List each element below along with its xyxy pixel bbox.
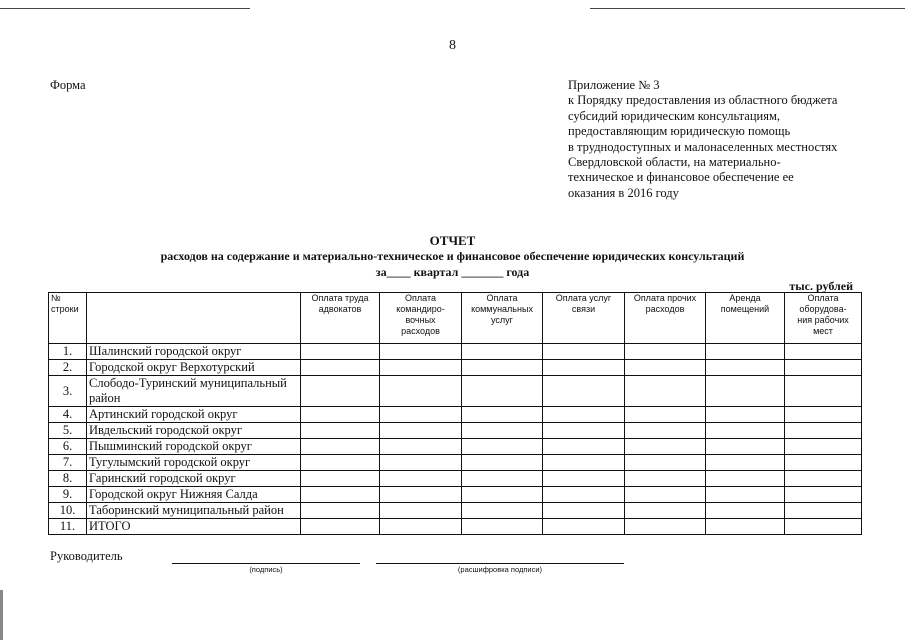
header-text: Аренда помещений [720,293,770,314]
value-cell [301,423,380,439]
value-cell [301,344,380,360]
header-premises-rent [706,293,785,344]
header-text: Оплата услуг связи [555,293,612,314]
row-name: Пышминский городской округ [87,439,301,455]
value-cell [380,439,462,455]
value-cell [625,439,706,455]
table-row [49,455,862,471]
value-cell [706,439,785,455]
value-cell [543,503,625,519]
signature-decoding-line [376,563,624,564]
value-cell [543,376,625,407]
scan-edge-line [0,590,3,640]
value-cell [380,360,462,376]
value-cell [625,376,706,407]
scan-edge-line [590,8,905,9]
value-cell [301,376,380,407]
units-label: тыс. рублей [789,279,853,293]
value-cell [380,487,462,503]
value-cell [301,360,380,376]
appendix-line: техническое и финансовое обеспечение ее [568,170,794,185]
value-cell [625,423,706,439]
header-workplace-equipment [785,293,862,344]
value-cell [380,471,462,487]
value-cell [625,487,706,503]
signer-role: Руководитель [50,549,123,563]
value-cell [543,407,625,423]
value-cell [706,519,785,535]
value-cell [380,407,462,423]
header-travel-expenses [380,293,462,344]
decoding-caption: (расшифровка подписи) [457,565,543,574]
row-number: 2. [49,360,87,376]
value-cell [301,503,380,519]
row-name: Тугулымский городской округ [87,455,301,471]
report-subtitle: расходов на содержание и материально-техническое и финансовое обеспечение юридических консультаций [160,249,745,263]
appendix-line: в труднодоступных и малонаселенных местностях [568,139,838,154]
report-period: за____ квартал _______ года [375,265,530,279]
row-name: Шалинский городской округ [87,344,301,360]
value-cell [301,519,380,535]
value-cell [462,376,543,407]
value-cell [543,519,625,535]
row-number: 4. [49,407,87,423]
value-cell [785,455,862,471]
value-cell [462,455,543,471]
value-cell [706,423,785,439]
table-row [49,519,862,535]
value-cell [785,344,862,360]
value-cell [706,360,785,376]
table-row [49,439,862,455]
value-cell [706,407,785,423]
row-name: ИТОГО [87,519,301,535]
value-cell [380,455,462,471]
appendix-line: Приложение № 3 [568,78,660,92]
value-cell [380,423,462,439]
value-cell [380,344,462,360]
value-cell [462,519,543,535]
row-number: 8. [49,471,87,487]
value-cell [625,455,706,471]
row-number: 7. [49,455,87,471]
table-row [49,423,862,439]
value-cell [380,503,462,519]
value-cell [543,439,625,455]
value-cell [785,439,862,455]
value-cell [543,455,625,471]
value-cell [301,407,380,423]
value-cell [543,471,625,487]
value-cell [462,487,543,503]
header-lawyer-pay [301,293,380,344]
value-cell [625,344,706,360]
value-cell [785,376,862,407]
value-cell [462,407,543,423]
value-cell [785,423,862,439]
value-cell [706,503,785,519]
table-header-row [49,293,862,344]
signature-caption: (подпись) [249,565,283,574]
value-cell [785,407,862,423]
value-cell [785,487,862,503]
row-number: 1. [49,344,87,360]
table-row [49,487,862,503]
signature-line [172,563,360,564]
row-name: Слободо-Туринский муниципальный район [87,376,301,407]
appendix-line: к Порядку предоставления из областного бюджета [568,93,838,108]
report-title: ОТЧЕТ [429,233,476,248]
value-cell [380,519,462,535]
header-text: Оплата оборудова- ния рабочих мест [797,293,849,336]
row-number: 5. [49,423,87,439]
value-cell [380,376,462,407]
header-name [87,293,301,344]
value-cell [706,344,785,360]
form-label: Форма [50,78,86,92]
value-cell [706,376,785,407]
appendix-line: субсидий юридическим консультациям, [568,108,780,123]
table-row [49,407,862,423]
value-cell [301,471,380,487]
row-name: Городской округ Нижняя Салда [87,487,301,503]
header-text: Оплата командиро- вочных расходов [396,293,445,336]
value-cell [543,360,625,376]
value-cell [462,439,543,455]
table-row [49,503,862,519]
value-cell [625,360,706,376]
header-text: № строки [51,293,79,314]
header-utilities [462,293,543,344]
table-row [49,344,862,360]
table-row [49,376,862,407]
value-cell [462,503,543,519]
value-cell [785,360,862,376]
table-row [49,360,862,376]
row-number: 9. [49,487,87,503]
value-cell [625,503,706,519]
value-cell [785,519,862,535]
scan-edge-line [0,8,250,9]
header-communication [543,293,625,344]
value-cell [625,407,706,423]
header-text: Оплата прочих расходов [633,293,697,314]
expense-table [48,292,862,535]
row-number: 3. [49,376,87,407]
value-cell [625,471,706,487]
row-name: Гаринский городской округ [87,471,301,487]
table-body [49,344,862,535]
row-name: Городской округ Верхотурский [87,360,301,376]
row-name: Таборинский муниципальный район [87,503,301,519]
value-cell [301,455,380,471]
value-cell [543,423,625,439]
value-cell [706,455,785,471]
value-cell [301,439,380,455]
appendix-note [568,78,868,201]
value-cell [462,423,543,439]
value-cell [462,344,543,360]
row-number: 11. [49,519,87,535]
table-row [49,471,862,487]
value-cell [543,487,625,503]
appendix-line: предоставляющим юридическую помощь [568,124,791,139]
header-text: Оплата труда адвокатов [311,293,369,314]
row-name: Ивдельский городской округ [87,423,301,439]
appendix-line: оказания в 2016 году [568,185,679,200]
value-cell [462,471,543,487]
value-cell [462,360,543,376]
row-name: Артинский городской округ [87,407,301,423]
page-number: 8 [449,38,456,53]
row-number: 10. [49,503,87,519]
value-cell [785,503,862,519]
value-cell [301,487,380,503]
row-number: 6. [49,439,87,455]
appendix-line: Свердловской области, на материально- [568,155,781,170]
value-cell [785,471,862,487]
header-text: Оплата коммунальных услуг [471,293,533,325]
value-cell [706,471,785,487]
value-cell [543,344,625,360]
header-row-number [49,293,87,344]
header-other-expenses [625,293,706,344]
value-cell [625,519,706,535]
value-cell [706,487,785,503]
